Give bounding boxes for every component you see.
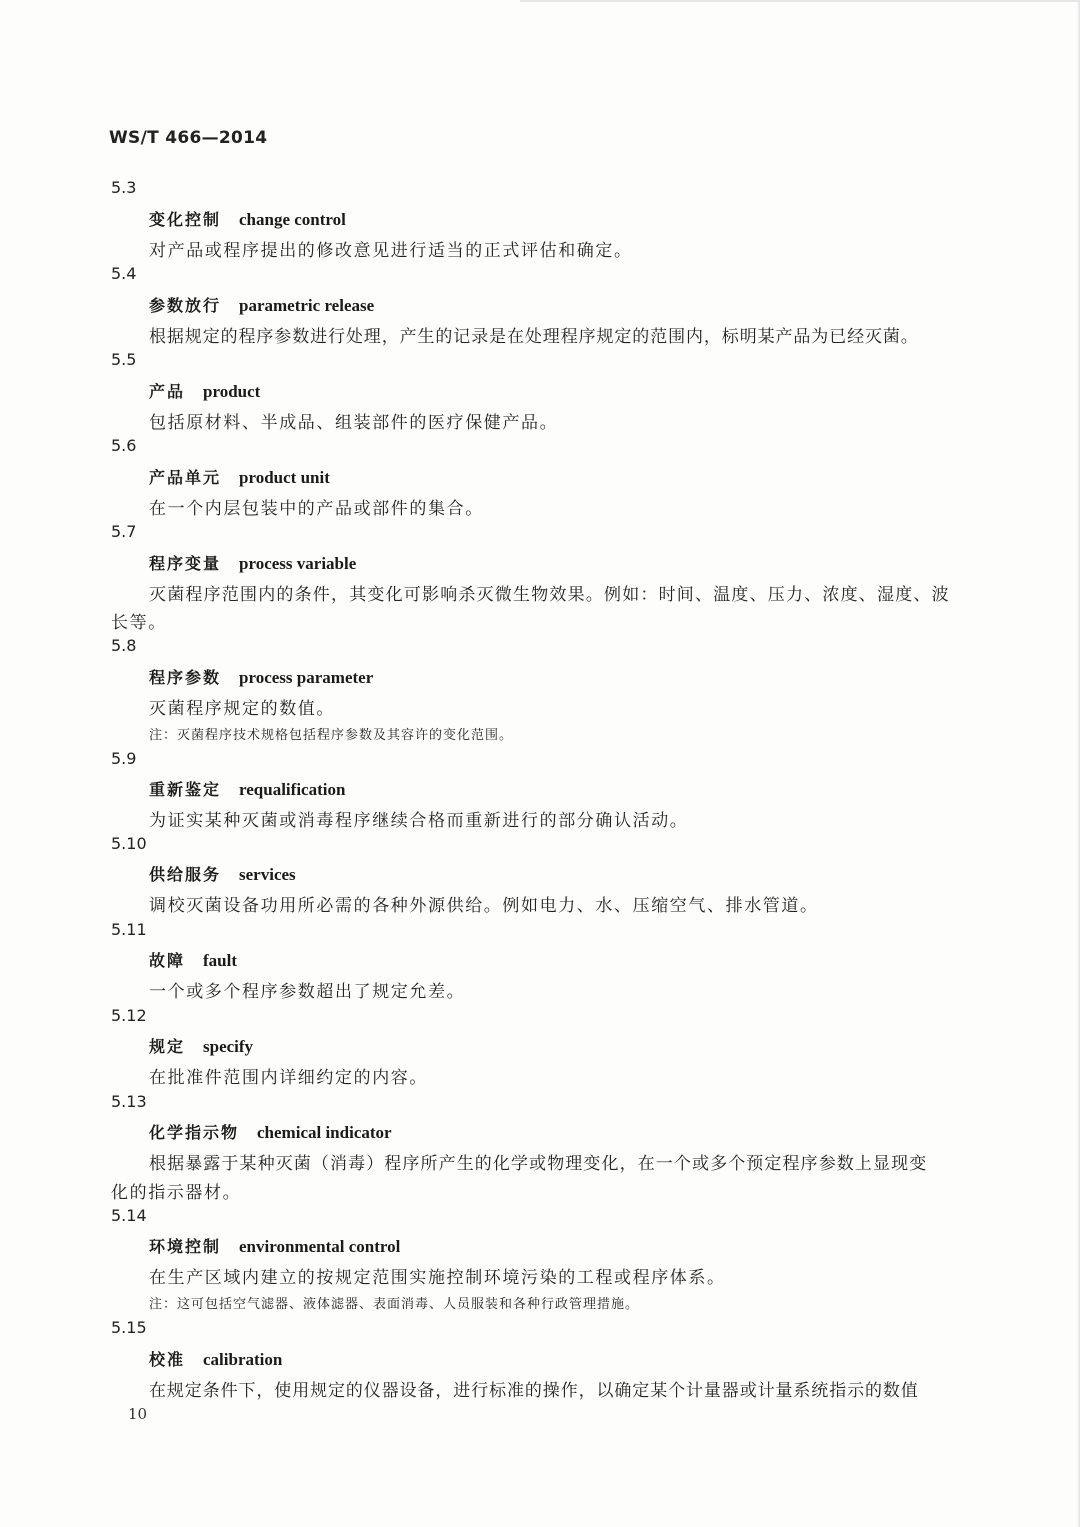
entry-number: 5.13 [111, 1092, 147, 1111]
term-definition: 调校灭菌设备功用所必需的各种外源供给。例如电力、水、压缩空气、排水管道。 [149, 896, 819, 916]
term-heading [149, 551, 356, 574]
term-english: product [203, 382, 261, 401]
entry-number: 5.11 [111, 920, 147, 939]
term-chinese: 程序变量 [149, 554, 222, 573]
term-heading [149, 1034, 253, 1057]
term-definition: 在规定条件下，使用规定的仪器设备，进行标准的操作，以确定某个计量器或计量系统指示的数值 [149, 1381, 919, 1401]
term-definition: 在生产区域内建立的按规定范围实施控制环境污染的工程或程序体系。 [149, 1268, 726, 1288]
term-heading [149, 777, 345, 800]
term-english: product unit [239, 468, 330, 487]
entry-number: 5.5 [111, 350, 137, 369]
term-english: process parameter [239, 668, 374, 687]
term-english: environmental control [239, 1237, 401, 1256]
term-chinese: 产品 [149, 382, 186, 401]
entry-number: 5.14 [111, 1206, 147, 1225]
page-number: 10 [128, 1405, 148, 1423]
term-chinese: 规定 [149, 1037, 186, 1056]
term-chinese: 化学指示物 [149, 1123, 240, 1142]
term-english: change control [239, 210, 346, 229]
term-definition: 对产品或程序提出的修改意见进行适当的正式评估和确定。 [149, 241, 633, 261]
term-english: calibration [203, 1350, 283, 1369]
term-definition: 一个或多个程序参数超出了规定允差。 [149, 982, 466, 1002]
term-definition: 在批准件范围内详细约定的内容。 [149, 1068, 428, 1088]
term-definition: 灭菌程序规定的数值。 [149, 699, 335, 719]
term-heading [149, 465, 330, 488]
entry-number: 5.6 [111, 436, 137, 455]
term-english: chemical indicator [257, 1123, 392, 1142]
term-english: specify [203, 1037, 254, 1056]
term-definition: 灭菌程序范围内的条件，其变化可影响杀灭微生物效果。例如：时间、温度、压力、浓度、湿度、波 [149, 585, 950, 605]
term-definition: 为证实某种灭菌或消毒程序继续合格而重新进行的部分确认活动。 [149, 811, 689, 831]
term-heading [149, 207, 346, 230]
term-chinese: 供给服务 [149, 865, 222, 884]
term-chinese: 产品单元 [149, 468, 222, 487]
entry-number: 5.8 [111, 636, 137, 655]
term-chinese: 程序参数 [149, 668, 222, 687]
term-english: requalification [239, 780, 346, 799]
term-english: parametric release [239, 296, 375, 315]
term-note: 注：灭菌程序技术规格包括程序参数及其容许的变化范围。 [149, 728, 514, 743]
term-chinese: 校准 [149, 1350, 186, 1369]
entry-number: 5.9 [111, 749, 137, 768]
entry-number: 5.4 [111, 264, 137, 283]
scan-edge-line [520, 0, 1080, 2]
term-heading [149, 1234, 400, 1257]
term-heading [149, 1347, 282, 1370]
term-definition: 包括原材料、半成品、组装部件的医疗保健产品。 [149, 413, 559, 433]
term-chinese: 重新鉴定 [149, 780, 222, 799]
term-definition: 根据暴露于某种灭菌（消毒）程序所产生的化学或物理变化，在一个或多个预定程序参数上显现变 [149, 1154, 928, 1174]
term-heading [149, 379, 260, 402]
term-definition: 根据规定的程序参数进行处理，产生的记录是在处理程序规定的范围内，标明某产品为已经灭菌。 [149, 327, 919, 347]
entry-number: 5.12 [111, 1006, 147, 1025]
term-heading [149, 1120, 392, 1143]
term-definition-continued: 化的指示器材。 [111, 1183, 242, 1203]
term-chinese: 参数放行 [149, 296, 222, 315]
term-heading [149, 293, 374, 316]
term-english: fault [203, 951, 238, 970]
term-heading [149, 948, 237, 971]
term-definition: 在一个内层包装中的产品或部件的集合。 [149, 499, 484, 519]
entry-number: 5.10 [111, 834, 147, 853]
term-english: process variable [239, 554, 357, 573]
term-heading [149, 665, 373, 688]
entry-number: 5.15 [111, 1318, 147, 1337]
entry-number: 5.3 [111, 178, 137, 197]
term-english: services [239, 865, 296, 884]
term-heading [149, 862, 296, 885]
term-definition-continued: 长等。 [111, 613, 167, 633]
standard-code-header: WS/T 466—2014 [109, 128, 268, 148]
entry-number: 5.7 [111, 522, 137, 541]
term-note: 注：这可包括空气滤器、液体滤器、表面消毒、人员服装和各种行政管理措施。 [149, 1297, 640, 1312]
term-chinese: 故障 [149, 951, 186, 970]
term-chinese: 环境控制 [149, 1237, 222, 1256]
term-chinese: 变化控制 [149, 210, 222, 229]
